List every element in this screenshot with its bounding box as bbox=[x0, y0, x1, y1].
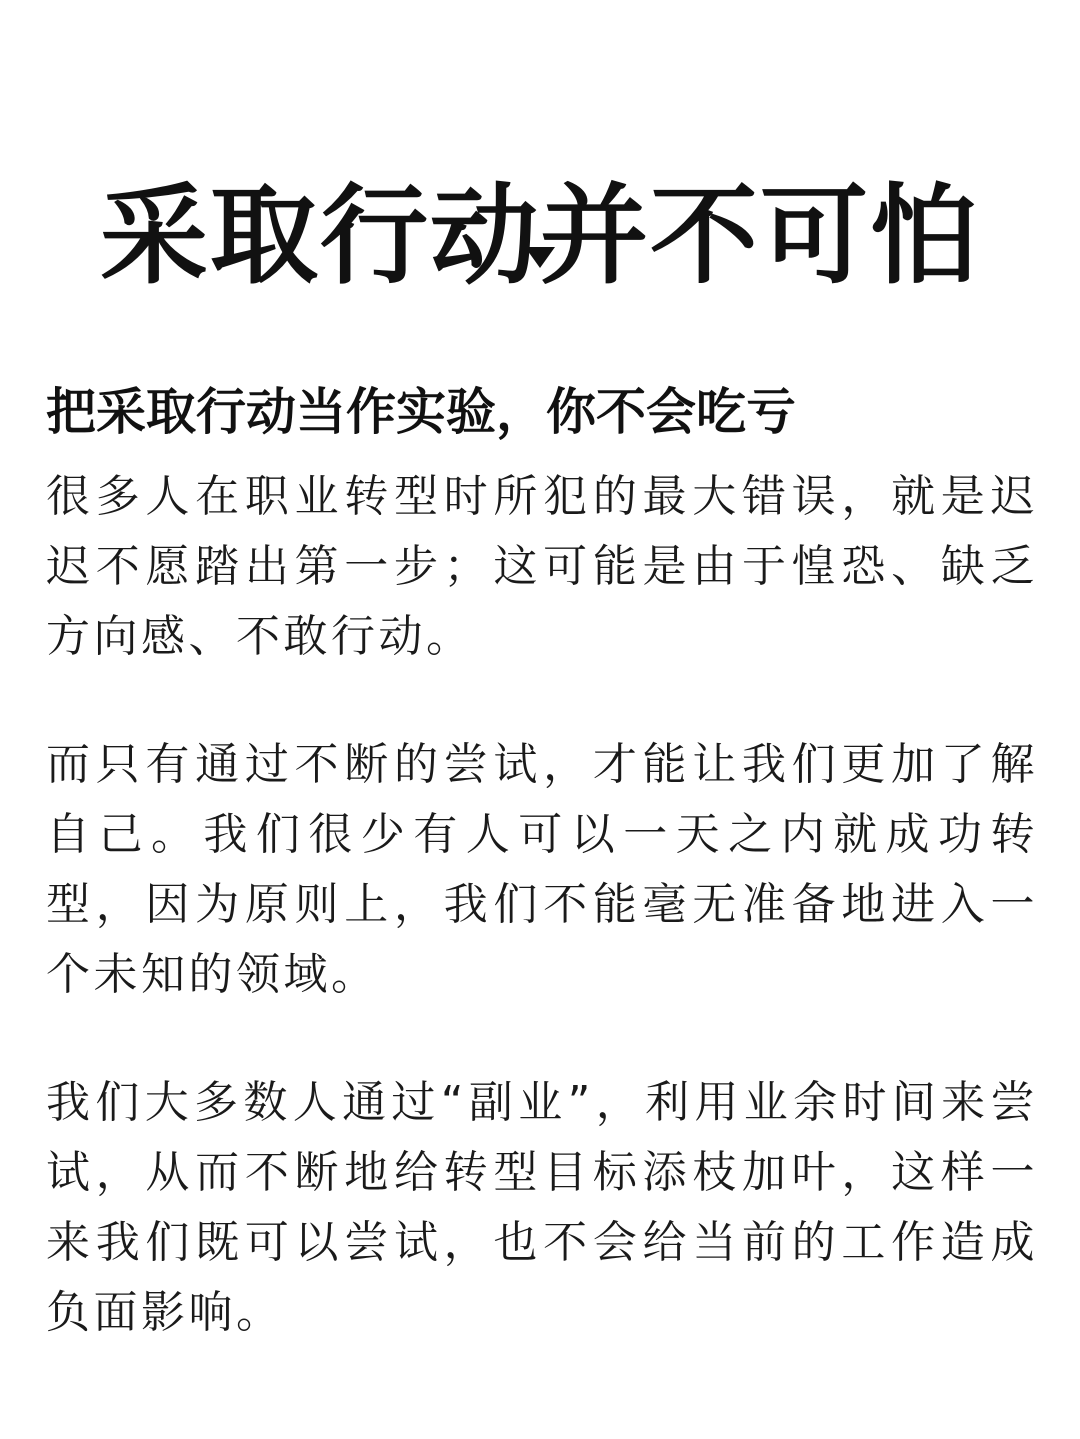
triangle-down-icon bbox=[525, 247, 555, 268]
section-subtitle: 把采取行动当作实验，你不会吃亏 bbox=[46, 382, 796, 441]
paragraph-2: 而只有通过不断的尝试，才能让我们更加了解自己。我们很少有人可以一天之内就成功转型，因为原则上，我们不能毫无准备地进入一个未知的领域。 bbox=[46, 739, 1038, 1000]
paragraph-3: 我们大多数人通过“副业”，利用业余时间来尝试，从而不断地给转型目标添枝加叶，这样一来我们既可以尝试，也不会给当前的工作造成负面影响。 bbox=[46, 1077, 1038, 1338]
paragraph-1: 很多人在职业转型时所犯的最大错误，就是迟迟不愿踏出第一步；这可能是由于惶恐、缺乏方向感、不敢行动。 bbox=[46, 471, 1038, 662]
page-title: 采取行动并不可怕 bbox=[99, 174, 980, 300]
